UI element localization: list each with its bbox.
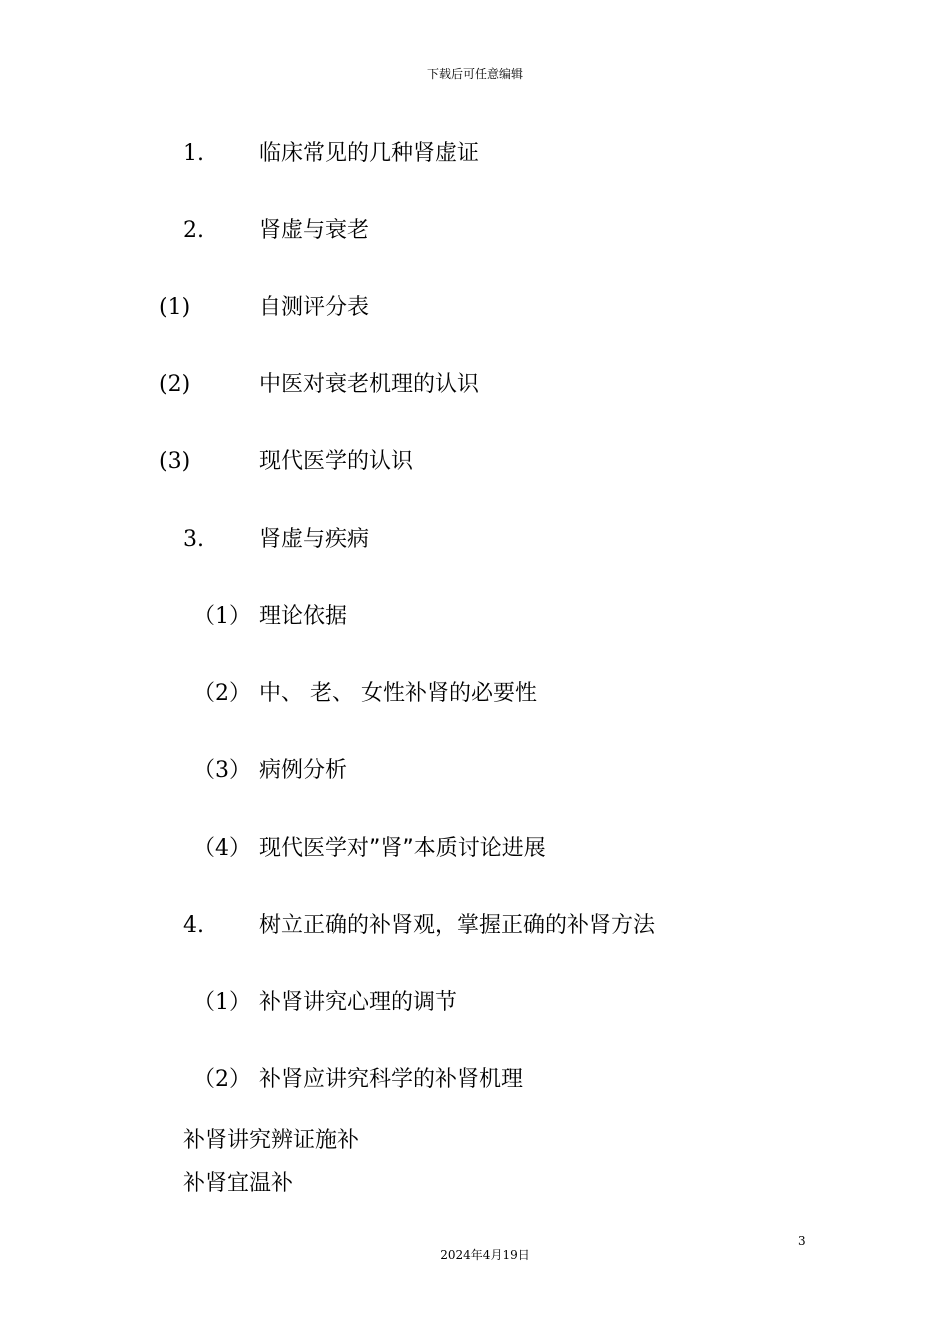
outline-number: （3） (193, 758, 251, 783)
outline-item-2-3 (0, 447, 950, 481)
outline-item-4 (0, 911, 950, 945)
body-line: 补肾讲究辨证施补 (183, 1128, 360, 1153)
page-number: 3 (798, 1234, 806, 1248)
outline-number: (1) (159, 295, 191, 320)
outline-number: （2） (193, 681, 251, 706)
outline-item-4-1 (0, 988, 950, 1022)
outline-item-3 (0, 525, 950, 559)
outline-text: 树立正确的补肾观，掌握正确的补肾方法 (259, 913, 656, 938)
outline-text: 现代医学对”肾”本质讨论进展 (259, 836, 546, 861)
outline-item-1 (0, 139, 950, 173)
outline-number: (2) (159, 372, 191, 397)
outline-text: 临床常见的几种肾虚证 (259, 141, 480, 166)
outline-item-3-2 (0, 679, 950, 713)
body-line: 补肾宜温补 (183, 1171, 294, 1196)
outline-item-2 (0, 216, 950, 250)
footer-date: 2024年4月19日 (440, 1248, 530, 1262)
page-header: 下载后可任意编辑 (426, 67, 523, 81)
outline-item-2-2 (0, 370, 950, 404)
outline-item-3-4 (0, 834, 950, 868)
outline-text: 肾虚与疾病 (259, 527, 370, 552)
outline-number: 3. (183, 527, 204, 552)
outline-number: (3) (159, 449, 191, 474)
outline-number: （2） (193, 1067, 251, 1092)
outline-text: 病例分析 (259, 758, 348, 783)
outline-number: 1. (183, 141, 204, 166)
outline-text: 中、 老、 女性补肾的必要性 (259, 681, 537, 706)
outline-text: 自测评分表 (259, 295, 370, 320)
outline-text: 补肾应讲究科学的补肾机理 (259, 1067, 524, 1092)
outline-number: （4） (193, 836, 251, 861)
outline-item-3-1 (0, 602, 950, 636)
outline-text: 肾虚与衰老 (259, 218, 370, 243)
outline-number: 2. (183, 218, 204, 243)
outline-item-4-2 (0, 1065, 950, 1099)
outline-text: 补肾讲究心理的调节 (259, 990, 458, 1015)
outline-text: 中医对衰老机理的认识 (259, 372, 480, 397)
outline-item-2-1 (0, 293, 950, 327)
outline-number: （1） (193, 990, 251, 1015)
outline-item-3-3 (0, 756, 950, 790)
outline-number: 4. (183, 913, 204, 938)
outline-text: 理论依据 (259, 604, 348, 629)
outline-number: （1） (193, 604, 251, 629)
outline-text: 现代医学的认识 (259, 449, 414, 474)
